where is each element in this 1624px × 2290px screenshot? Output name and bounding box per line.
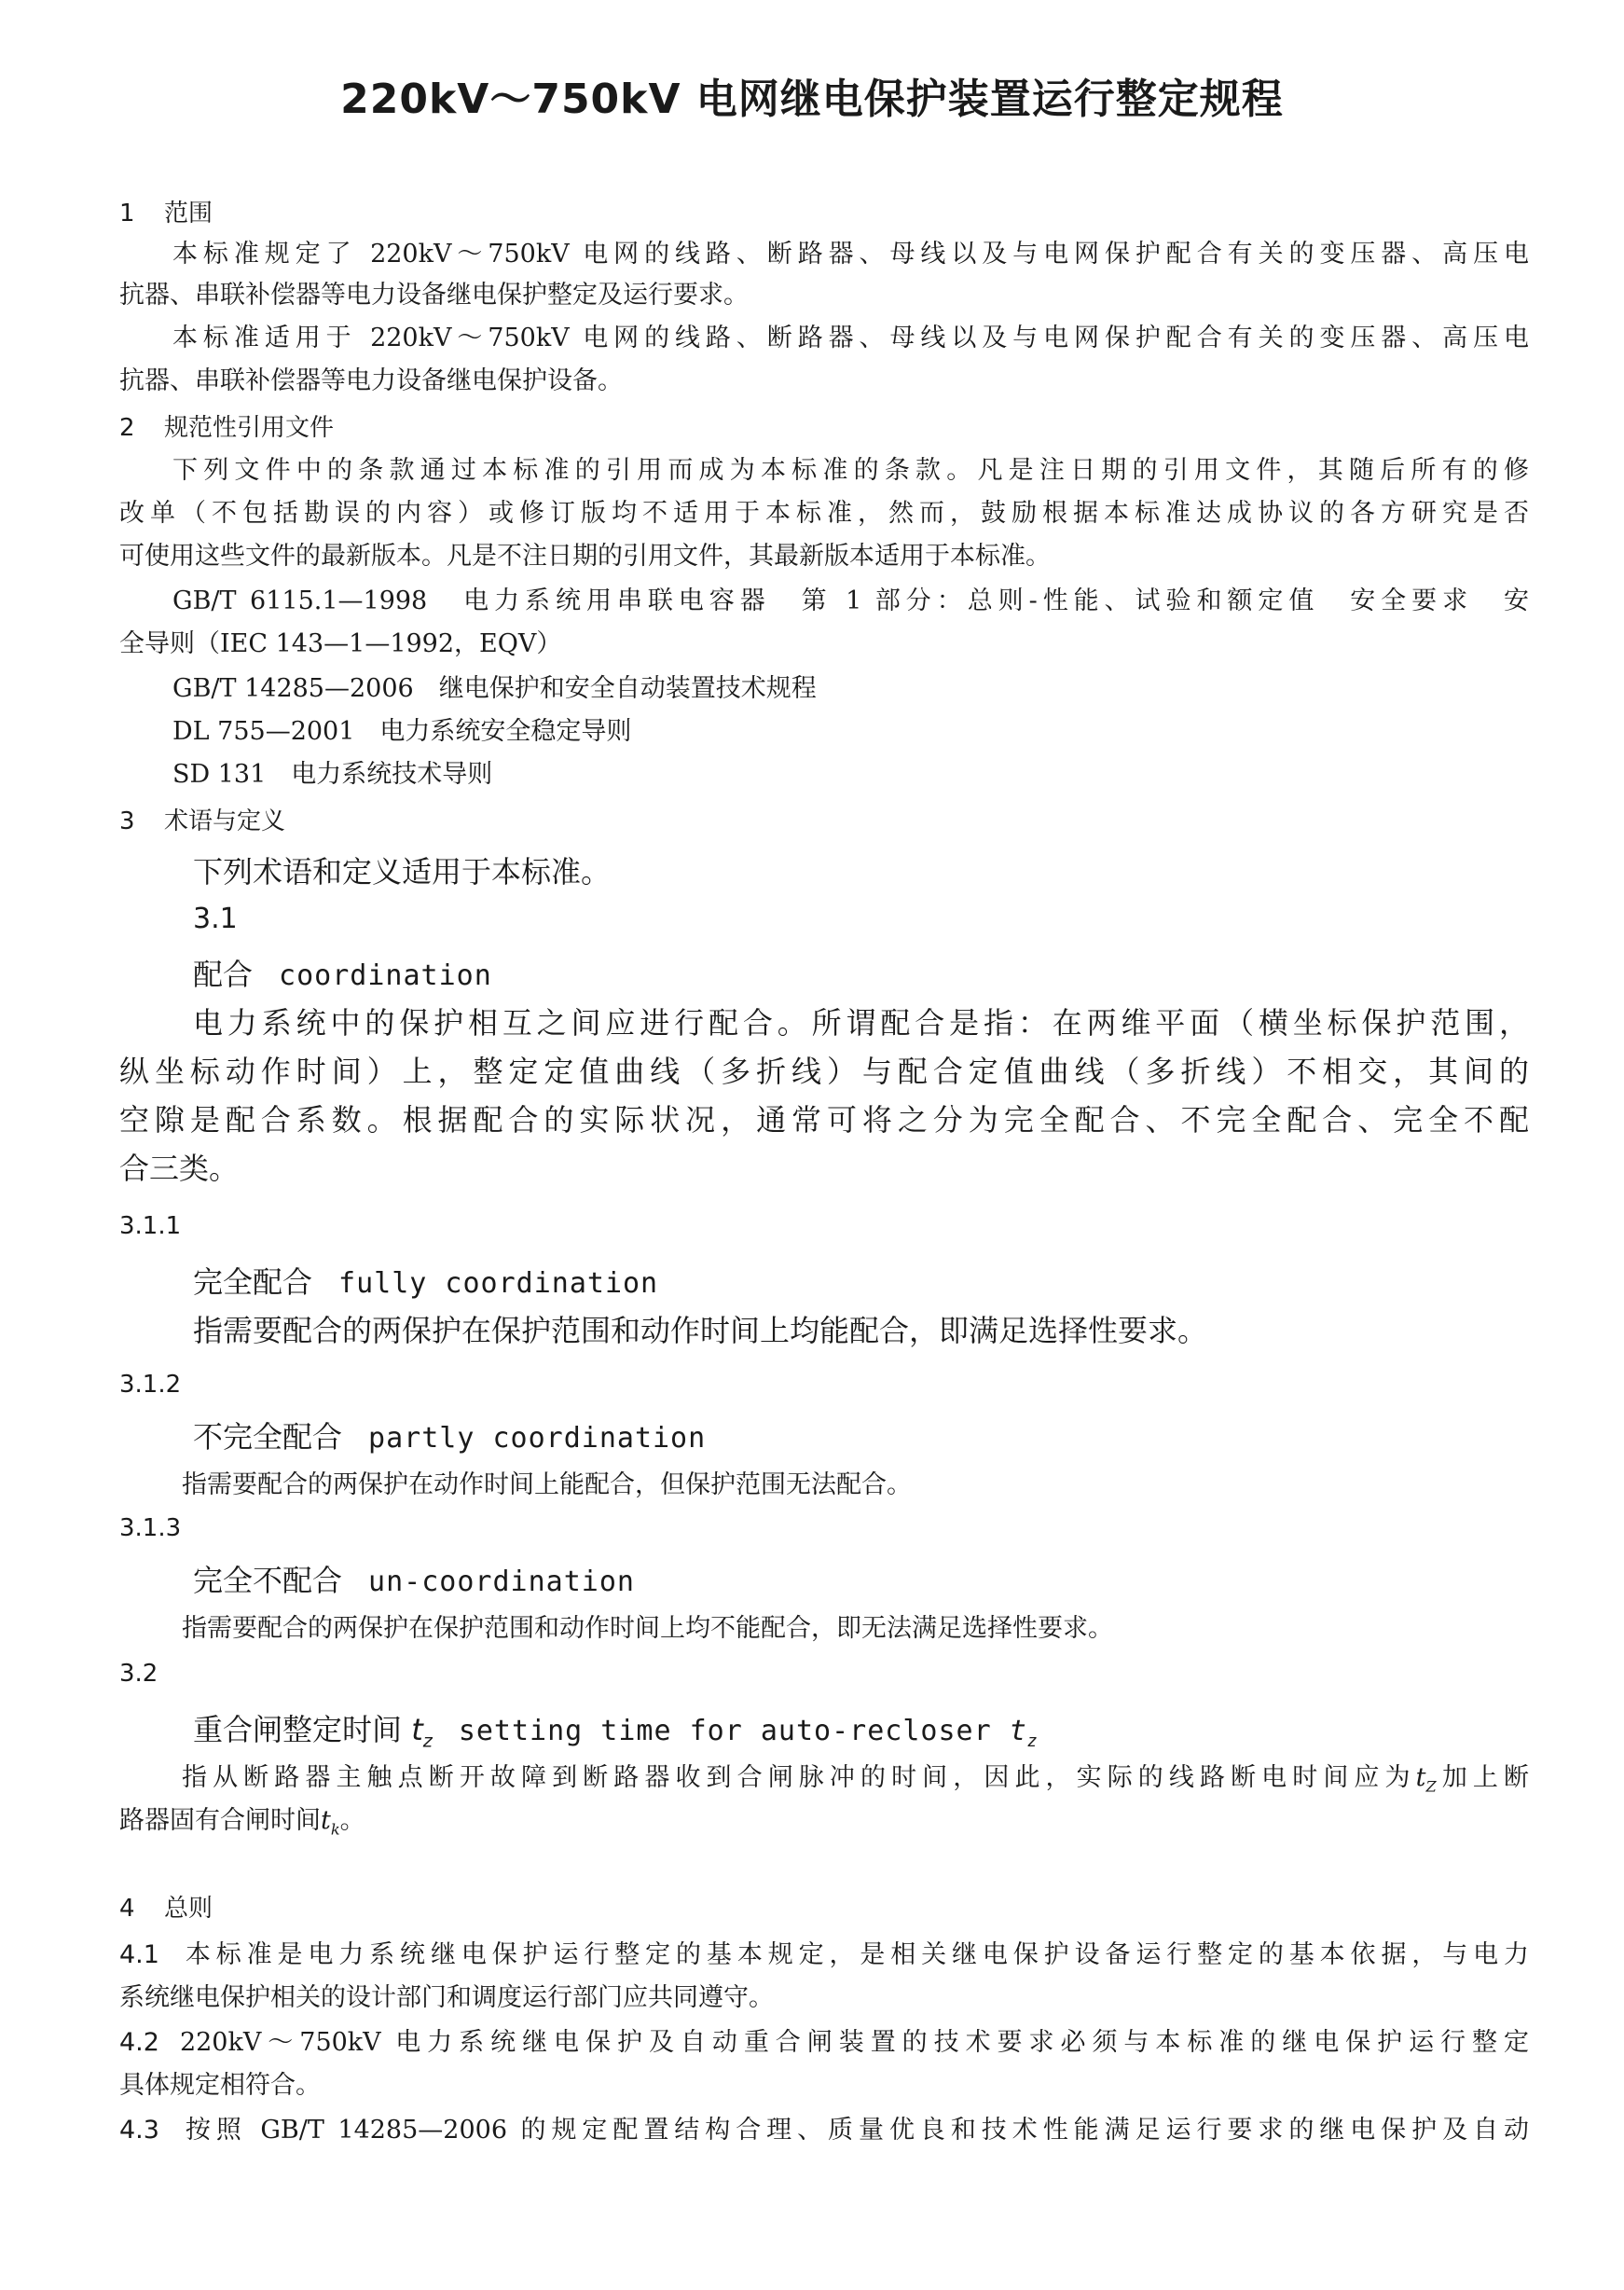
reference-item: 全导则（IEC 143—1—1992，EQV） <box>119 629 562 658</box>
section-number: 4 <box>119 1895 135 1923</box>
clause-line: 系统继电保护相关的设计部门和调度运行部门应共同遵守。 <box>119 1983 774 2012</box>
term-cn: 配合 <box>193 957 254 992</box>
section-2-heading <box>119 408 334 443</box>
section-intro: 下列术语和定义适用于本标准。 <box>193 854 612 890</box>
term-heading <box>193 1414 706 1456</box>
term-en: un-coordination <box>368 1566 635 1598</box>
definition-line: 空隙是配合系数。根据配合的实际状况，通常可将之分为完全配合、不完全配合、完全不配 <box>119 1102 1529 1138</box>
definition-line: 合三类。 <box>119 1151 240 1186</box>
definition-line: 路器固有合闸时间$t_k$。 <box>119 1806 365 1839</box>
section-title: 规范性引用文件 <box>164 414 335 442</box>
symbol-tk: $t_k$ <box>321 1806 340 1839</box>
paragraph-line: 可使用这些文件的最新版本。凡是不注日期的引用文件，其最新版本适用于本标准。 <box>119 542 1051 571</box>
term-en: setting time for auto-recloser $t_z$ <box>458 1715 1039 1751</box>
section-3-heading <box>119 802 285 836</box>
term-symbol: $t_z$ <box>411 1712 433 1752</box>
section-title: 范围 <box>164 200 213 228</box>
symbol-tz: $t_Z$ <box>1415 1763 1437 1796</box>
clause-number: 4.2 <box>119 2028 159 2057</box>
term-cn: 不完全配合 <box>193 1419 343 1455</box>
paragraph-line: 本标准规定了 220kV～750kV 电网的线路、断路器、母线以及与电网保护配合有关的变压器、高压电 <box>172 240 1529 269</box>
term-en: partly coordination <box>368 1422 707 1455</box>
definition-line: 指需要配合的两保护在保护范围和动作时间上均能配合，即满足选择性要求。 <box>193 1313 1208 1348</box>
clause-4-3: 4.3 按照 GB/T 14285—2006 的规定配置结构合理、质量优良和技术性能满足运行要求的继电保护及自动 <box>119 2116 1529 2145</box>
section-4-heading <box>119 1889 213 1924</box>
term-number: 3.1.1 <box>119 1212 182 1240</box>
paragraph-line: 下列文件中的条款通过本标准的引用而成为本标准的条款。凡是注日期的引用文件，其随后所有的修 <box>172 456 1529 485</box>
term-en: coordination <box>279 959 492 992</box>
definition-line: 指需要配合的两保护在保护范围和动作时间上均不能配合，即无法满足选择性要求。 <box>182 1614 1113 1643</box>
reference-item: SD 131 电力系统技术导则 <box>172 760 493 789</box>
definition-line: 指需要配合的两保护在动作时间上能配合，但保护范围无法配合。 <box>182 1470 912 1499</box>
clause-4-2: 4.2 220kV～750kV 电力系统继电保护及自动重合闸装置的技术要求必须与本标准的继电保护运行整定 <box>119 2028 1529 2057</box>
section-number: 3 <box>119 807 135 835</box>
document-title: 220kV～750kV 电网继电保护装置运行整定规程 <box>340 76 1284 123</box>
paragraph-line: 抗器、串联补偿器等电力设备继电保护设备。 <box>119 366 623 395</box>
section-title: 总则 <box>164 1895 213 1923</box>
term-number: 3.1.2 <box>119 1371 182 1399</box>
clause-number: 4.3 <box>119 2116 159 2145</box>
section-number: 2 <box>119 414 135 442</box>
term-heading <box>193 1259 658 1302</box>
definition-line: 指从断路器主触点断开故障到断路器收到合闸脉冲的时间，因此，实际的线路断电时间应为$t_Z$加上断 <box>182 1763 1530 1796</box>
reference-item: GB/T 14285—2006 继电保护和安全自动装置技术规程 <box>172 674 817 703</box>
section-number: 1 <box>119 200 135 228</box>
term-heading <box>193 1557 635 1600</box>
reference-item: GB/T 6115.1—1998 电力系统用串联电容器 第 1 部分：总则-性能、试验和额定值 安全要求 安 <box>172 586 1529 615</box>
paragraph-line: 抗器、串联补偿器等电力设备继电保护整定及运行要求。 <box>119 281 749 310</box>
section-title: 术语与定义 <box>164 807 286 835</box>
definition-line: 电力系统中的保护相互之间应进行配合。所谓配合是指：在两维平面（横坐标保护范围， <box>193 1005 1529 1041</box>
term-symbol: $t_z$ <box>1009 1715 1039 1751</box>
definition-line: 纵坐标动作时间）上，整定定值曲线（多折线）与配合定值曲线（多折线）不相交，其间的 <box>119 1054 1529 1089</box>
clause-4-1: 4.1 本标准是电力系统继电保护运行整定的基本规定，是相关继电保护设备运行整定的基本依据，与电力 <box>119 1940 1529 1969</box>
term-number: 3.1.3 <box>119 1514 182 1542</box>
clause-number: 4.1 <box>119 1940 159 1969</box>
term-cn: 完全不配合 <box>193 1563 343 1598</box>
term-heading <box>193 1706 1039 1751</box>
term-cn: 完全配合 <box>193 1264 313 1300</box>
term-en: fully coordination <box>338 1267 659 1300</box>
section-1-heading <box>119 194 213 228</box>
clause-line: 具体规定相符合。 <box>119 2071 321 2100</box>
reference-item: DL 755—2001 电力系统安全稳定导则 <box>172 717 632 746</box>
term-heading <box>193 951 492 994</box>
paragraph-line: 改单（不包括勘误的内容）或修订版均不适用于本标准，然而，鼓励根据本标准达成协议的各方研究是否 <box>119 499 1529 528</box>
term-cn: 重合闸整定时间 <box>193 1712 403 1747</box>
term-number: 3.1 <box>193 903 238 935</box>
term-number: 3.2 <box>119 1660 158 1688</box>
paragraph-line: 本标准适用于 220kV～750kV 电网的线路、断路器、母线以及与电网保护配合有关的变压器、高压电 <box>172 324 1529 352</box>
